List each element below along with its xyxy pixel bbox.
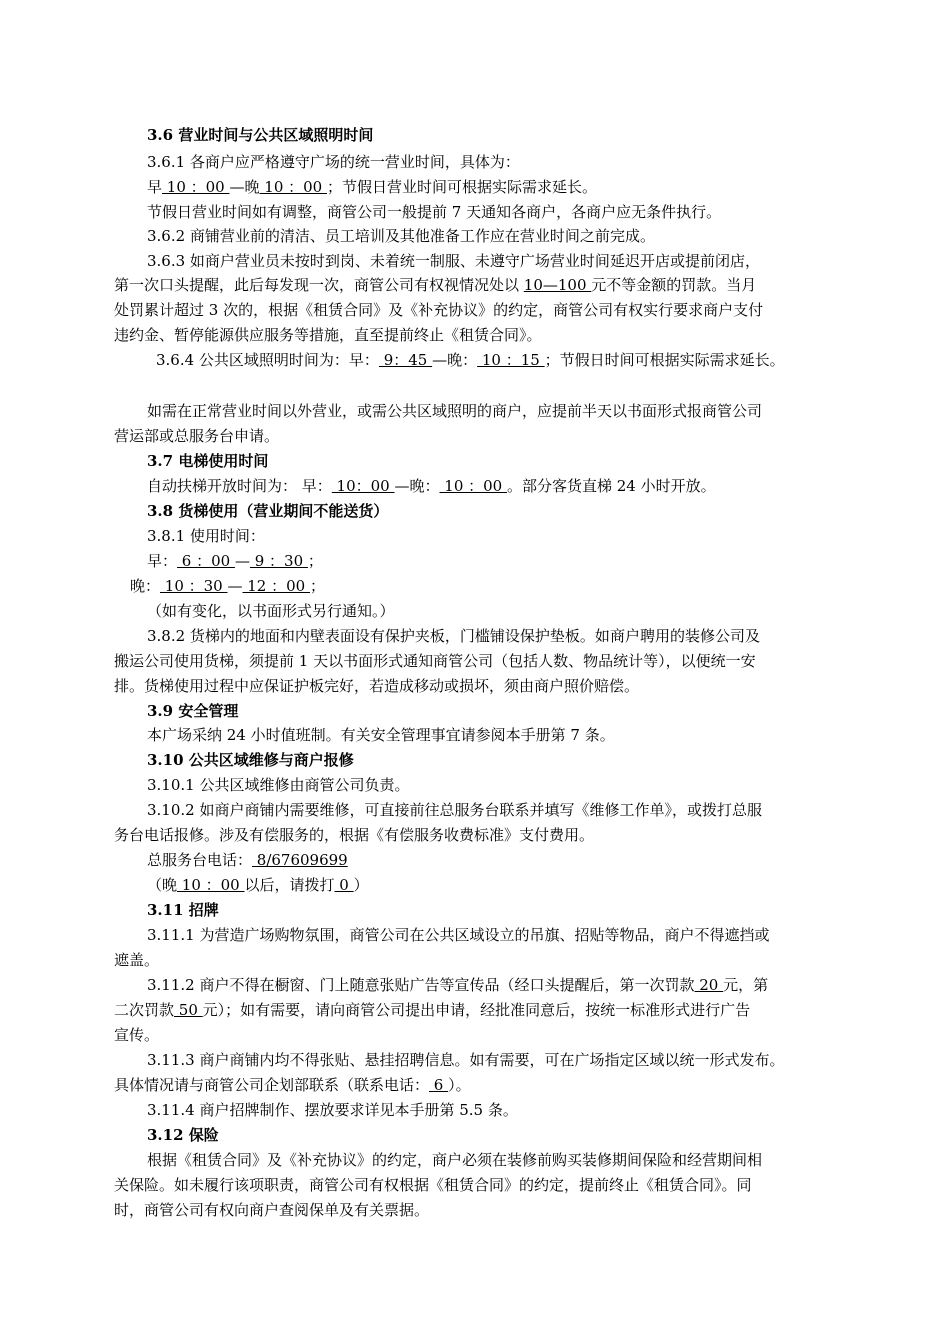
- text: 早：: [147, 552, 178, 570]
- text: 元）；如有需要，请向商管公司提出申请，经批准同意后，按统一标准形式进行广告: [202, 1001, 751, 1019]
- paragraph-3-11-4: 3.11.4 商户招牌制作、摆放要求详见本手册第 5.5 条。: [147, 1101, 518, 1119]
- paragraph-3-6-2: 3.6.2 商铺营业前的清洁、员工培训及其他准备工作应在营业时间之前完成。: [147, 227, 655, 245]
- second-fine: 50: [174, 1001, 203, 1019]
- text: 早: [147, 178, 163, 196]
- text: 。部分客货直梯 24 小时开放。: [507, 477, 716, 495]
- paragraph-3-11-1-line1: 3.11.1 为营造广场购物氛围，商管公司在公共区域设立的吊旗、招贴等物品，商户不得遮挡或: [147, 926, 770, 944]
- text: ）。: [448, 1076, 471, 1094]
- text: ）: [353, 876, 369, 894]
- text: 自动扶梯开放时间为： 早：: [147, 477, 332, 495]
- fine-range: 10—100: [523, 276, 592, 294]
- text: ；节假日营业时间可根据实际需求延长。: [327, 178, 598, 196]
- paragraph-3-11-3-line2: [114, 1074, 471, 1096]
- close-time: 10 ：00: [259, 178, 327, 196]
- paragraph-3-6-3-line3: 处罚累计超过 3 次的，根据《租赁合同》及《补充协议》的约定，商管公司有权实行要求商户支付: [114, 301, 764, 319]
- paragraph-3-12-line1: 根据《租赁合同》及《补充协议》的约定，商户必须在装修前购买装修期间保险和经营期间相: [147, 1151, 763, 1169]
- paragraph-3-6-3-line1: 3.6.3 如商户营业员未按时到岗、未着统一制服、未遵守广场营业时间延迟开店或提前闭店，: [147, 252, 760, 270]
- section-heading-3-12: 3.12 保险: [147, 1126, 219, 1144]
- paragraph-3-11-2-line1: [147, 974, 768, 996]
- escalator-open: 10：00: [331, 477, 395, 495]
- section-heading-3-6: 3.6 营业时间与公共区域照明时间: [147, 126, 374, 144]
- text: 3.11.2 商户不得在橱窗、门上随意张贴广告等宣传品（经口头提醒后，第一次罚款: [147, 976, 695, 994]
- paragraph-3-12-line3: 时，商管公司有权向商户查阅保单及有关票据。: [114, 1201, 430, 1219]
- freight-morning-line: [147, 550, 323, 572]
- after-hours-number: 0: [334, 876, 354, 894]
- section-heading-3-8: 3.8 货梯使用（营业期间不能送货）: [147, 502, 389, 520]
- paragraph-3-11-3-line1: 3.11.3 商户商铺内均不得张贴、悬挂招聘信息。如有需要，可在广场指定区域以统一形式发布。: [147, 1051, 785, 1069]
- paragraph-3-6-3-line2: [114, 274, 756, 296]
- text: —: [234, 552, 250, 570]
- after-hours-line: [147, 874, 369, 896]
- text: —晚：: [394, 477, 440, 495]
- paragraph-3-6-4: [156, 349, 785, 371]
- section-heading-3-9: 3.9 安全管理: [147, 702, 239, 720]
- text: 具体情况请与商管公司企划部联系（联系电话：: [114, 1076, 430, 1094]
- paragraph-3-9: 本广场采纳 24 小时值班制。有关安全管理事宜请参阅本手册第 7 条。: [147, 726, 615, 744]
- service-desk-phone: [147, 849, 348, 871]
- text: 元，第: [723, 976, 769, 994]
- section-heading-3-10: 3.10 公共区域维修与商户报修: [147, 751, 354, 769]
- escalator-close: 10 ：00: [439, 477, 507, 495]
- freight-note: （如有变化，以书面形式另行通知。）: [147, 602, 395, 620]
- paragraph-3-11-2-line2: [114, 999, 750, 1021]
- paragraph-holiday: 节假日营业时间如有调整，商管公司一般提前 7 天通知各商户，各商户应无条件执行。: [147, 203, 722, 221]
- lighting-start: 9：45: [378, 351, 433, 369]
- escalator-hours-line: [147, 475, 716, 497]
- text: ；: [307, 552, 323, 570]
- paragraph-3-10-1: 3.10.1 公共区域维修由商管公司负责。: [147, 776, 410, 794]
- text: —: [227, 577, 243, 595]
- text: 总服务台电话：: [147, 851, 253, 869]
- text: 以后，请拨打: [244, 876, 335, 894]
- text: （晚: [147, 876, 178, 894]
- evening-end: 12 ：00: [242, 577, 310, 595]
- section-heading-3-11: 3.11 招牌: [147, 901, 219, 919]
- paragraph-3-6-1: 3.6.1 各商户应严格遵守广场的统一营业时间，具体为：: [147, 153, 520, 171]
- lighting-end: 10 ：15: [477, 351, 545, 369]
- morning-end: 9 ：30: [249, 552, 308, 570]
- text: —晚：: [432, 351, 478, 369]
- section-heading-3-7: 3.7 电梯使用时间: [147, 452, 269, 470]
- first-fine: 20: [694, 976, 724, 994]
- paragraph-3-12-line2: 关保险。如未履行该项职责，商管公司有权根据《租赁合同》的约定，提前终止《租赁合同》。同: [114, 1176, 752, 1194]
- paragraph-3-10-2-line1: 3.10.2 如商户商铺内需要维修，可直接前往总服务台联系并填写《维修工作单》，或拨打总服: [147, 801, 762, 819]
- open-time: 10 ：00: [162, 178, 230, 196]
- text: 第一次口头提醒，此后每发现一次，商管公司有权视情况处以: [114, 276, 524, 294]
- phone-number: 8/67609699: [252, 851, 348, 869]
- paragraph-3-11-1-line2: 遮盖。: [114, 951, 160, 969]
- paragraph-3-8-2-line3: 排。货梯使用过程中应保证护板完好，若造成移动或损坏，须由商户照价赔偿。: [114, 677, 640, 695]
- contact-number: 6: [429, 1076, 449, 1094]
- text: ；: [309, 577, 325, 595]
- text: —晚: [229, 178, 260, 196]
- paragraph-3-8-1: 3.8.1 使用时间：: [147, 527, 265, 545]
- paragraph-3-11-2-line3: 宣传。: [114, 1026, 160, 1044]
- text: ；节假日时间可根据实际需求延长。: [544, 351, 785, 369]
- paragraph-extra-hours-line1: 如需在正常营业时间以外营业，或需公共区域照明的商户，应提前半天以书面形式报商管公司: [147, 402, 763, 420]
- evening-start: 10 ：30: [160, 577, 228, 595]
- paragraph-3-10-2-line2: 务台电话报修。涉及有偿服务的，根据《有偿服务收费标准》支付费用。: [114, 826, 595, 844]
- text: 3.6.4 公共区域照明时间为：早：: [156, 351, 379, 369]
- business-hours-line: [147, 176, 597, 198]
- text: 二次罚款: [114, 1001, 175, 1019]
- paragraph-3-6-3-line4: 违约金、暂停能源供应服务等措施，直至提前终止《租赁合同》。: [114, 326, 542, 344]
- paragraph-3-8-2-line1: 3.8.2 货梯内的地面和内壁表面设有保护夹板，门槛铺设保护垫板。如商户聘用的装修公司及: [147, 627, 760, 645]
- paragraph-3-8-2-line2: 搬运公司使用货梯，须提前 1 天以书面形式通知商管公司（包括人数、物品统计等），以便统一安: [114, 652, 756, 670]
- after-hours-time: 10 ：00: [177, 876, 245, 894]
- text: 元不等金额的罚款。当月: [591, 276, 757, 294]
- paragraph-extra-hours-line2: 营运部或总服务台申请。: [114, 427, 280, 445]
- morning-start: 6 ：00: [177, 552, 235, 570]
- freight-evening-line: [130, 575, 325, 597]
- text: 晚：: [130, 577, 161, 595]
